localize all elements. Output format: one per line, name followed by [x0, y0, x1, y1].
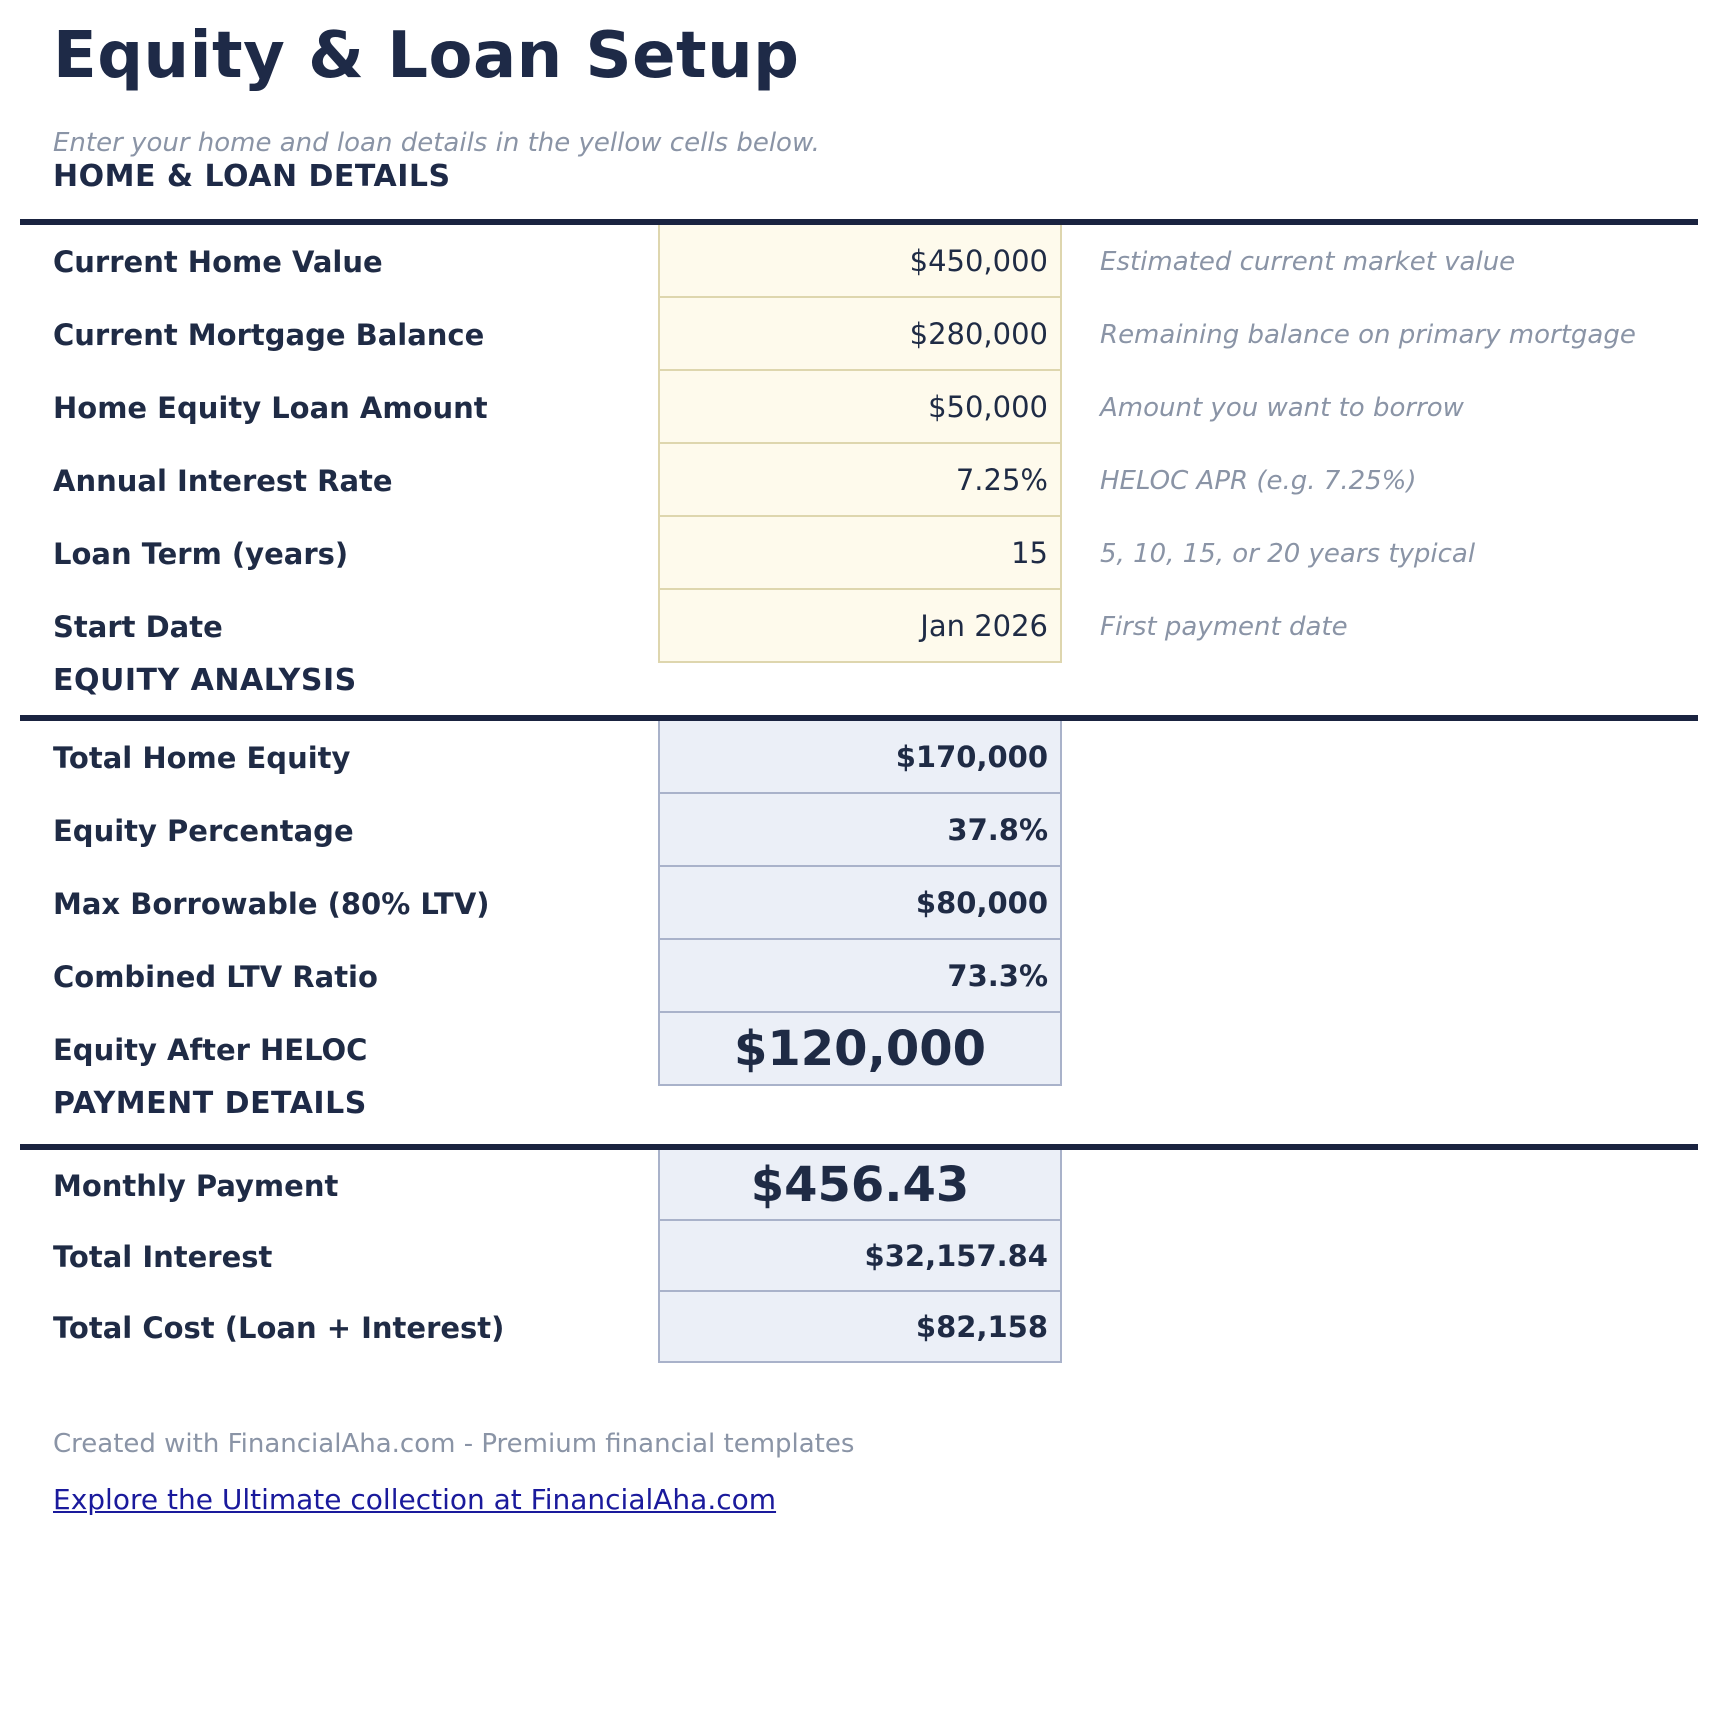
section-title-payment: PAYMENT DETAILS [53, 1086, 367, 1122]
label-loan-term-years: Loan Term (years) [53, 536, 349, 571]
input-cell-start-date[interactable] [658, 590, 1062, 663]
calc-cell-combined-ltv-ratio [658, 940, 1062, 1013]
cell-value: 15 [1011, 535, 1048, 570]
cell-value: $50,000 [928, 389, 1048, 424]
input-cell-current-home-value[interactable] [658, 225, 1062, 298]
cell-value: 37.8% [947, 812, 1048, 847]
label-max-borrowable-80-ltv: Max Borrowable (80% LTV) [53, 886, 490, 921]
row-note [1062, 721, 1698, 794]
row-total-cost-loan-interest [20, 1292, 1698, 1363]
section-equity [20, 663, 1698, 1086]
calc-cell-total-home-equity [658, 721, 1062, 794]
calc-cell-equity-after-heloc [658, 1013, 1062, 1086]
label-equity-after-heloc: Equity After HELOC [53, 1032, 368, 1067]
calc-cell-equity-percentage [658, 794, 1062, 867]
table-equity [20, 715, 1698, 1086]
note-home-equity-loan-amount: Amount you want to borrow [1100, 392, 1464, 423]
note-loan-term-years: 5, 10, 15, or 20 years typical [1100, 538, 1476, 569]
row-note [1062, 940, 1698, 1013]
section-title-home_loan: HOME & LOAN DETAILS [53, 159, 451, 195]
row-note [1062, 1013, 1698, 1086]
section-title-equity: EQUITY ANALYSIS [53, 663, 357, 699]
label-equity-percentage: Equity Percentage [53, 813, 354, 848]
note-current-mortgage-balance: Remaining balance on primary mortgage [1100, 319, 1636, 350]
cell-value: 7.25% [955, 462, 1048, 497]
footer [20, 1429, 1698, 1516]
cell-value: $82,158 [915, 1309, 1048, 1344]
cell-value: $120,000 [733, 1020, 987, 1077]
section-home_loan [20, 159, 1698, 663]
label-annual-interest-rate: Annual Interest Rate [53, 463, 393, 498]
input-cell-loan-term-years[interactable] [658, 517, 1062, 590]
row-home-equity-loan-amount [20, 371, 1698, 444]
label-current-home-value: Current Home Value [53, 244, 383, 279]
note-annual-interest-rate: HELOC APR (e.g. 7.25%) [1100, 465, 1417, 496]
row-note [1062, 1221, 1698, 1292]
table-payment [20, 1144, 1698, 1363]
cell-value: $170,000 [895, 739, 1048, 774]
row-monthly-payment [20, 1150, 1698, 1221]
calc-cell-total-cost-loan-interest [658, 1292, 1062, 1363]
financialaha-link[interactable]: Explore the Ultimate collection at FinancialAha.com [53, 1483, 777, 1517]
row-equity-after-heloc [20, 1013, 1698, 1086]
row-note [1062, 1292, 1698, 1363]
row-note [1062, 867, 1698, 940]
label-total-home-equity: Total Home Equity [53, 740, 351, 775]
input-cell-home-equity-loan-amount[interactable] [658, 371, 1062, 444]
label-start-date: Start Date [53, 609, 223, 644]
calc-cell-total-interest [658, 1221, 1062, 1292]
label-home-equity-loan-amount: Home Equity Loan Amount [53, 390, 488, 425]
row-current-mortgage-balance [20, 298, 1698, 371]
label-current-mortgage-balance: Current Mortgage Balance [53, 317, 485, 352]
calc-cell-max-borrowable-80-ltv [658, 867, 1062, 940]
note-current-home-value: Estimated current market value [1100, 246, 1516, 277]
row-note [1062, 1150, 1698, 1221]
row-current-home-value [20, 225, 1698, 298]
footer-credit: Created with FinancialAha.com - Premium financial templates [53, 1429, 855, 1460]
label-total-cost-loan-interest: Total Cost (Loan + Interest) [53, 1310, 505, 1345]
row-annual-interest-rate [20, 444, 1698, 517]
cell-value: $80,000 [915, 885, 1048, 920]
cell-value: $280,000 [909, 316, 1048, 351]
calc-cell-monthly-payment [658, 1150, 1062, 1221]
table-home_loan [20, 219, 1698, 663]
row-max-borrowable-80-ltv [20, 867, 1698, 940]
cell-value: $450,000 [909, 243, 1048, 278]
cell-value: $456.43 [750, 1156, 970, 1213]
row-equity-percentage [20, 794, 1698, 867]
input-cell-annual-interest-rate[interactable] [658, 444, 1062, 517]
page-title: Equity & Loan Setup [53, 19, 800, 93]
cell-value: 73.3% [947, 958, 1048, 993]
input-cell-current-mortgage-balance[interactable] [658, 298, 1062, 371]
note-start-date: First payment date [1100, 611, 1348, 642]
cell-value: Jan 2026 [920, 608, 1048, 643]
row-loan-term-years [20, 517, 1698, 590]
row-total-home-equity [20, 721, 1698, 794]
label-total-interest: Total Interest [53, 1239, 273, 1274]
section-payment [20, 1086, 1698, 1363]
label-combined-ltv-ratio: Combined LTV Ratio [53, 959, 378, 994]
label-monthly-payment: Monthly Payment [53, 1168, 339, 1203]
cell-value: $32,157.84 [864, 1238, 1048, 1273]
page-subtitle: Enter your home and loan details in the yellow cells below. [53, 127, 820, 158]
row-total-interest [20, 1221, 1698, 1292]
sections-container [20, 159, 1698, 1363]
row-note [1062, 794, 1698, 867]
row-combined-ltv-ratio [20, 940, 1698, 1013]
row-start-date [20, 590, 1698, 663]
